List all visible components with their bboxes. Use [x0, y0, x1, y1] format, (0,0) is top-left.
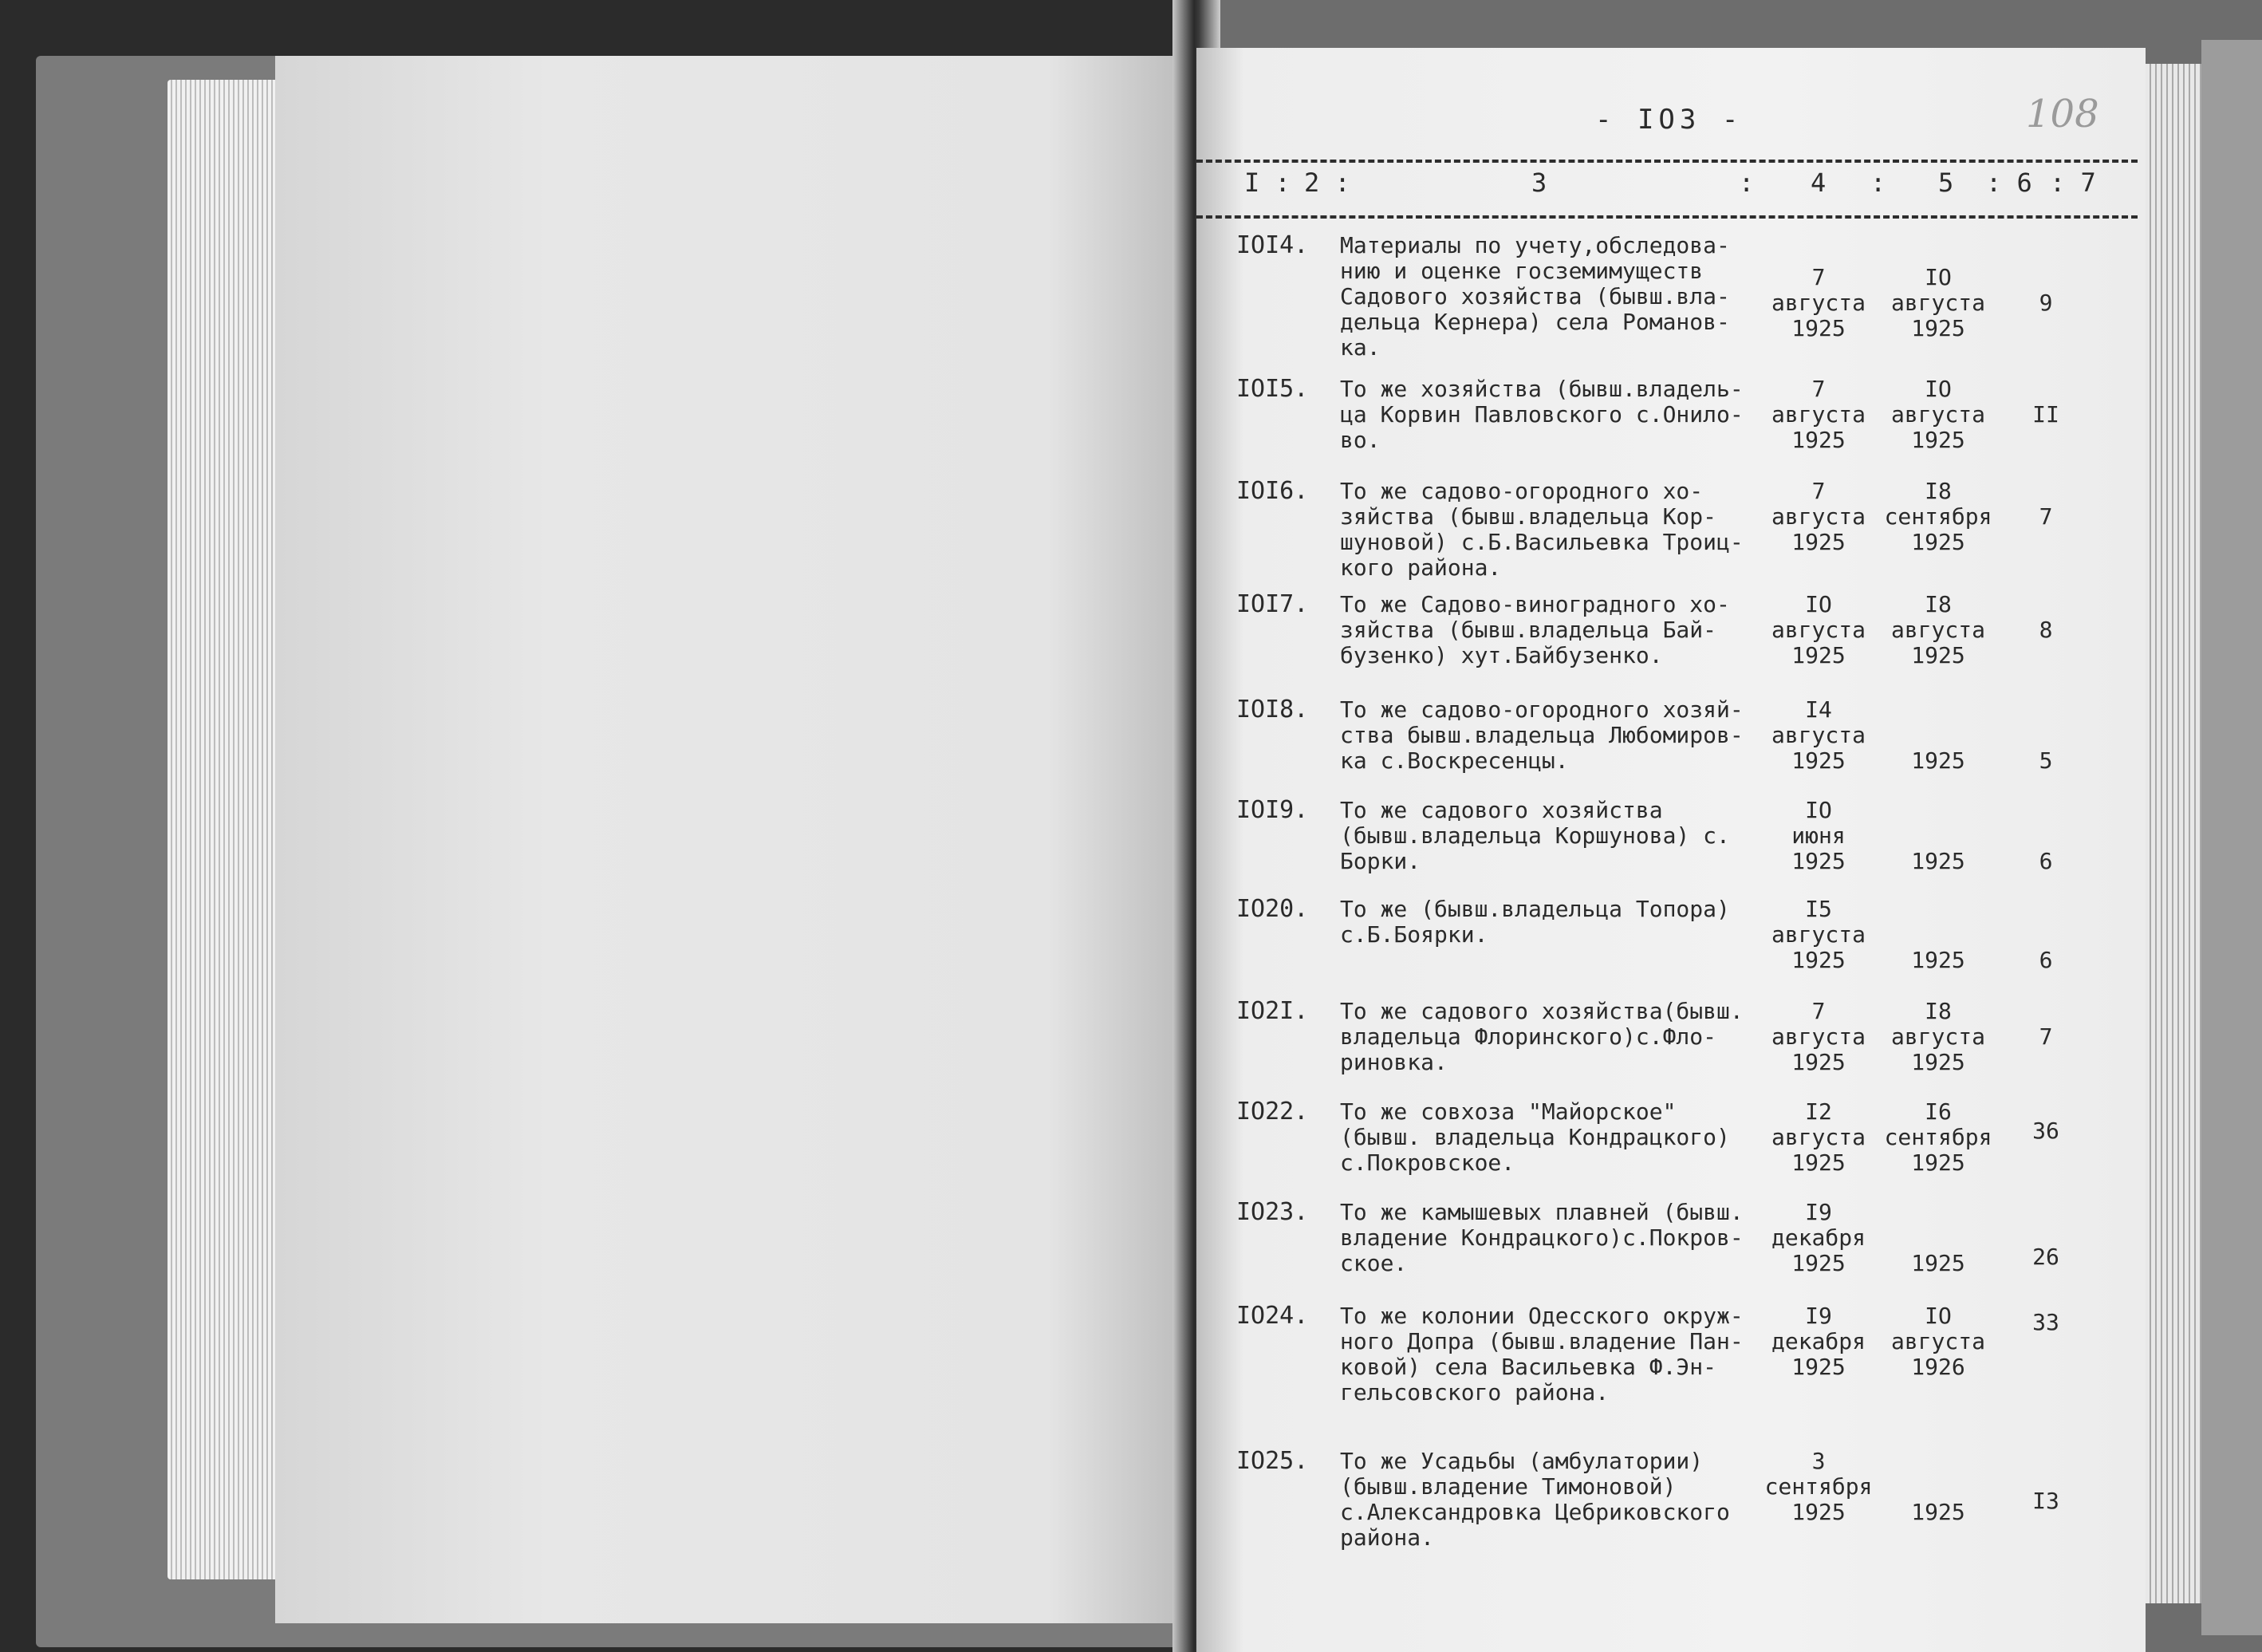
column-header-1: I :	[1244, 168, 1291, 198]
end-date: IO августа 1926	[1890, 1303, 1985, 1380]
start-date: IO августа 1925	[1771, 591, 1866, 668]
end-date: IO августа 1925	[1890, 376, 1985, 453]
item-number: IO23.	[1236, 1198, 1309, 1226]
page-header: - IO3 -	[1595, 104, 1744, 136]
item-number: IO25.	[1236, 1447, 1309, 1475]
item-title: То же садового хозяйства (бывш.владельца Коршунова) с. Борки.	[1340, 797, 1730, 874]
start-date: 7 августа 1925	[1771, 998, 1866, 1075]
column-header-6: : 6	[1986, 168, 2032, 198]
end-date: I6 сентября 1925	[1884, 1098, 1992, 1176]
sheet-count: 7	[2039, 1023, 2053, 1050]
column-header-4: 4	[1811, 168, 1827, 198]
column-separator: :	[1870, 168, 1886, 198]
start-date: I2 августа 1925	[1771, 1098, 1866, 1176]
sheet-count: 26	[2032, 1244, 2059, 1270]
end-date: 1925	[1911, 747, 1965, 774]
item-title: То же садово-огородного хо- зяйства (бывш.владельца Кор- шуновой) с.Б.Васильевка Троиц- кого района.	[1340, 478, 1744, 581]
end-date: IO августа 1925	[1890, 264, 1985, 341]
start-date: I9 декабря 1925	[1771, 1303, 1866, 1380]
item-title: То же (бывш.владельца Топора) с.Б.Боярки.	[1340, 896, 1730, 948]
item-number: IO22.	[1236, 1098, 1309, 1126]
start-date: I5 августа 1925	[1771, 896, 1866, 973]
item-title: То же совхоза "Майорское" (бывш. владельца Кондрацкого) с.Покровское.	[1340, 1098, 1730, 1176]
end-date: I8 августа 1925	[1890, 998, 1985, 1075]
column-header-7: : 7	[2050, 168, 2096, 198]
end-date: 1925	[1911, 1250, 1965, 1276]
start-date: 7 августа 1925	[1771, 478, 1866, 555]
item-number: IOI4.	[1236, 231, 1309, 259]
sheet-count: 8	[2039, 617, 2053, 643]
item-number: IOI9.	[1236, 796, 1309, 824]
start-date: I9 декабря 1925	[1771, 1199, 1866, 1276]
sheet-count: 7	[2039, 503, 2053, 530]
column-header-2: 2 :	[1304, 168, 1350, 198]
item-title: То же Усадьбы (амбулатории) (бывш.владение Тимоновой) с.Александровка Цебриковского района.	[1340, 1448, 1730, 1551]
item-title: То же колонии Одесского окруж- ного Допра (бывш.владение Пан- ковой) села Васильевка Ф.Эн- гельсовского района.	[1340, 1303, 1744, 1406]
item-number: IO24.	[1236, 1302, 1309, 1330]
item-title: То же садово-огородного хозяй- ства бывш.владельца Любомиров- ка с.Воскресенцы.	[1340, 696, 1744, 774]
item-title: То же Садово-виноградного хо- зяйства (бывш.владельца Бай- бузенко) хут.Байбузенко.	[1340, 591, 1730, 668]
end-date: I8 августа 1925	[1890, 591, 1985, 668]
right-edge-strip	[2201, 40, 2262, 1635]
item-title: То же садового хозяйства(бывш. владельца Флоринского)с.Фло- риновка.	[1340, 998, 1744, 1075]
start-date: IO июня 1925	[1791, 797, 1846, 874]
start-date: I4 августа 1925	[1771, 696, 1866, 774]
right-page	[1196, 48, 2146, 1652]
end-date: 1925	[1911, 848, 1965, 874]
item-number: IO2I.	[1236, 997, 1309, 1025]
item-title: То же камышевых плавней (бывш. владение Кондрацкого)с.Покров- ское.	[1340, 1199, 1744, 1276]
sheet-count: 6	[2039, 848, 2053, 874]
left-page-blank	[275, 56, 1184, 1623]
start-date: 7 августа 1925	[1771, 376, 1866, 453]
sheet-count: II	[2032, 401, 2059, 428]
start-date: 3 сентября 1925	[1764, 1448, 1873, 1525]
end-date: I8 сентября 1925	[1884, 478, 1992, 555]
sheet-count: I3	[2032, 1488, 2059, 1514]
left-page-edges	[167, 80, 287, 1579]
end-date: 1925	[1911, 1499, 1965, 1525]
item-title: То же хозяйства (бывш.владель- ца Корвин Павловского с.Онило- во.	[1340, 376, 1744, 453]
item-number: IO20.	[1236, 895, 1309, 923]
start-date: 7 августа 1925	[1771, 264, 1866, 341]
sheet-count: 9	[2039, 290, 2053, 316]
sheet-count: 6	[2039, 947, 2053, 973]
item-number: IOI5.	[1236, 375, 1309, 403]
column-separator: :	[1739, 168, 1755, 198]
item-number: IOI8.	[1236, 696, 1309, 723]
header-rule-bottom	[1196, 215, 2138, 219]
item-title: Материалы по учету,обследова- нию и оценке госземимуществ Садового хозяйства (бывш.вла- дельца Кернера) села Романов- ка.	[1340, 232, 1730, 361]
column-header-3: 3	[1531, 168, 1547, 198]
item-number: IOI7.	[1236, 590, 1309, 618]
end-date: 1925	[1911, 947, 1965, 973]
sheet-count: 33	[2032, 1309, 2059, 1335]
sheet-count: 36	[2032, 1118, 2059, 1144]
header-rule-top	[1196, 160, 2138, 163]
item-number: IOI6.	[1236, 477, 1309, 505]
column-header-5: 5	[1938, 168, 1954, 198]
folio-number: 108	[2026, 92, 2099, 136]
sheet-count: 5	[2039, 747, 2053, 774]
